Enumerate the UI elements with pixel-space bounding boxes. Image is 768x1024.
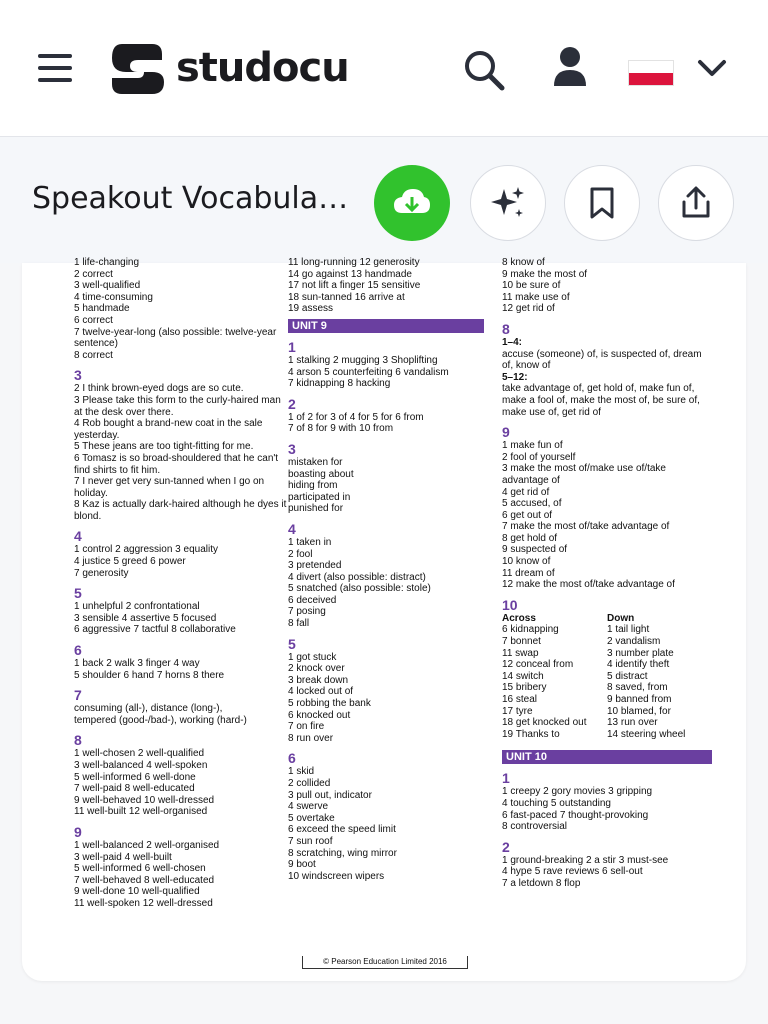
answer-line: 9 make the most of — [502, 268, 588, 280]
across-label: Across — [502, 612, 536, 624]
section-number: 8 — [74, 732, 82, 749]
list-u2 — [502, 855, 712, 890]
answer-line: 10 know of — [502, 556, 551, 568]
share-icon — [680, 186, 712, 220]
flag-icon[interactable] — [628, 60, 674, 86]
answer-line: 9 banned from — [607, 694, 672, 705]
answer-line: 1 well-chosen 2 well-qualified — [74, 748, 205, 760]
list-down — [607, 624, 712, 740]
section-number: 10 — [502, 596, 518, 613]
answer-line: 3 make the most of/make use of/take advantage of — [502, 463, 666, 486]
download-button[interactable] — [374, 165, 450, 241]
answer-line: 5 well-informed 6 well-done — [74, 771, 196, 783]
answer-line: 7 generosity — [74, 567, 129, 579]
answer-line: 2 collided — [288, 778, 331, 789]
ai-button[interactable] — [470, 165, 546, 241]
list-s9 — [502, 440, 712, 591]
answer-line: 19 Thanks to — [502, 728, 560, 740]
answer-line: 8 saved, from — [607, 682, 668, 694]
answer-line: 7 bonnet — [502, 636, 541, 648]
list-s8 — [74, 748, 288, 818]
list-s3 — [74, 383, 288, 522]
search-icon[interactable] — [462, 48, 506, 92]
answer-line: 5 well-informed 6 well-chosen — [74, 863, 206, 875]
range-label: 5–12: — [502, 371, 528, 383]
answer-line: 6 kidnapping — [502, 624, 559, 636]
answer-line: 4 get rid of — [502, 486, 550, 498]
answer-line: 9 suspected of — [502, 544, 568, 556]
answer-line: 13 run over — [607, 717, 658, 729]
answer-line: 2 correct — [74, 268, 113, 280]
answer-line: 4 locked out of — [288, 686, 354, 698]
answer-line: 4 swerve — [288, 801, 329, 813]
answer-line: 19 assess — [288, 303, 334, 315]
answer-line: tempered (good-/bad-), working (hard-) — [74, 714, 247, 726]
answer-line: 1 control 2 aggression 3 equality — [74, 544, 218, 556]
answer-line: 6 fast-paced 7 thought-provoking — [502, 809, 649, 821]
answer-line: 7 a letdown 8 flop — [502, 877, 581, 889]
answer-line: 10 windscreen wipers — [288, 870, 385, 882]
section-number: 1 — [288, 338, 296, 355]
answer-line: 3 pretended — [288, 560, 342, 572]
answer-line: 2 I think brown-eyed dogs are so cute. — [74, 383, 244, 395]
section-number: 2 — [502, 838, 510, 855]
answer-line: 4 divert (also possible: distract) — [288, 571, 426, 583]
list-s3 — [288, 457, 484, 515]
answer-line: 1 taken in — [288, 536, 332, 548]
answer-line: 1 stalking 2 mugging 3 Shoplifting — [288, 354, 438, 366]
list-s7 — [74, 703, 288, 726]
answer-line: 1 back 2 walk 3 finger 4 way — [74, 658, 200, 670]
section-number: 9 — [502, 424, 510, 441]
answer-line: 2 fool of yourself — [502, 451, 576, 463]
answer-line: 2 fool — [288, 548, 313, 560]
unit-heading: UNIT 9 — [288, 319, 484, 333]
answer-line: 3 well-paid 4 well-built — [74, 851, 172, 863]
range-text: take advantage of, get hold of, make fun of, make a fool of, make the most of, be sure of, make use of, get rid of — [502, 383, 700, 418]
answer-line: 6 correct — [74, 314, 113, 326]
down-label: Down — [607, 612, 635, 624]
answer-line: 1 life-changing — [74, 257, 140, 268]
answer-line: 18 get knocked out — [502, 717, 587, 729]
studocu-logo-mark — [108, 40, 168, 96]
answer-line: 6 Tomasz is so broad-shouldered that he can't find shirts to fit him. — [74, 452, 279, 476]
answer-line: 9 well-behaved 10 well-dressed — [74, 794, 215, 806]
section-number: 2 — [288, 395, 296, 412]
list-s9 — [74, 840, 288, 910]
answer-line: 16 steal — [502, 694, 538, 705]
answer-line: 1 creepy 2 gory movies 3 gripping — [502, 786, 653, 798]
sparkle-icon — [490, 185, 526, 221]
answer-line: 3 well-balanced 4 well-spoken — [74, 760, 208, 771]
list-s5 — [288, 652, 484, 745]
answer-line: 7 twelve-year-long (also possible: twelve-year sentence) — [74, 326, 277, 350]
document-title: Speakout Vocabula… — [32, 181, 349, 216]
answer-line: 1 skid — [288, 766, 315, 778]
answer-line: 6 get out of — [502, 509, 553, 521]
answer-line: 1 of 2 for 3 of 4 for 5 for 6 from — [288, 411, 424, 423]
answer-line: 5 robbing the bank — [288, 698, 371, 710]
answer-line: 8 controversial — [502, 821, 568, 833]
answer-line: 7 sun roof — [288, 835, 333, 847]
answer-line: 4 hype 5 rave reviews 6 sell-out — [502, 866, 643, 878]
brand-name: studocu — [176, 45, 349, 91]
answer-column-3 — [502, 257, 712, 890]
answer-line: mistaken for — [288, 456, 343, 468]
answer-line: 6 exceed the speed limit — [288, 824, 396, 836]
answer-line: 14 switch — [502, 670, 544, 682]
answer-line: 12 conceal from — [502, 659, 574, 671]
answer-line: 6 aggressive 7 tactful 8 collaborative — [74, 624, 236, 636]
answer-line: 4 Rob bought a brand-new coat in the sale yesterday. — [74, 418, 263, 441]
answer-line: 9 well-done 10 well-qualified — [74, 886, 200, 898]
bookmark-button[interactable] — [564, 165, 640, 241]
section-number: 4 — [288, 520, 296, 537]
answer-line: 15 bribery — [502, 682, 547, 694]
answer-line: 11 well-spoken 12 well-dressed — [74, 897, 213, 909]
answer-line: 4 time-consuming — [74, 291, 153, 303]
answer-line: 1 tail light — [607, 624, 650, 636]
answer-line: boasting about — [288, 468, 354, 480]
answer-line: 7 on fire — [288, 721, 325, 733]
answer-line: 2 vandalism — [607, 636, 661, 648]
answer-line: 7 posing — [288, 606, 326, 618]
answer-line: 5 shoulder 6 hand 7 horns 8 there — [74, 669, 225, 681]
bookmark-icon — [589, 187, 615, 219]
answer-line: 11 dream of — [502, 567, 555, 579]
list-s4 — [74, 544, 288, 579]
answer-line: 4 arson 5 counterfeiting 6 vandalism — [288, 366, 449, 378]
answer-line: 18 sun-tanned 16 arrive at — [288, 291, 405, 303]
answer-line: 14 steering wheel — [607, 728, 686, 740]
answer-line: participated in — [288, 491, 351, 503]
answer-line: 8 correct — [74, 349, 113, 361]
share-button[interactable] — [658, 165, 734, 241]
answer-line: consuming (all-), distance (long-), — [74, 703, 223, 715]
document-page — [22, 257, 746, 981]
crossword-answers — [502, 613, 712, 741]
answer-line: punished for — [288, 503, 344, 515]
answer-line: 4 justice 5 greed 6 power — [74, 556, 186, 568]
document-title-bar — [0, 137, 768, 263]
answer-line: 3 Please take this form to the curly-haired man at the desk over there. — [74, 394, 281, 418]
list-top — [502, 257, 712, 315]
section-number: 8 — [502, 320, 510, 337]
answer-line: 5 distract — [607, 670, 648, 682]
user-icon[interactable] — [552, 46, 588, 88]
list-s6 — [74, 658, 288, 681]
answer-column-1 — [74, 257, 288, 910]
answer-line: 5 handmade — [74, 303, 130, 315]
range-text: accuse (someone) of, is suspected of, dream of, know of — [502, 348, 702, 372]
section-number: 7 — [74, 687, 82, 704]
answer-line: 12 get rid of — [502, 303, 555, 315]
list-top — [288, 257, 484, 315]
section-number: 6 — [74, 642, 82, 659]
section-number: 9 — [74, 823, 82, 840]
answer-line: 1 make fun of — [502, 440, 563, 452]
answer-line: 9 boot — [288, 859, 316, 871]
answer-line: 3 sensible 4 assertive 5 focused — [74, 612, 217, 624]
answer-column-2 — [288, 257, 484, 882]
top-bar — [0, 0, 768, 137]
range-label: 1–4: — [502, 336, 523, 348]
answer-line: 4 identify theft — [607, 659, 670, 671]
answer-line: 4 touching 5 outstanding — [502, 797, 611, 809]
answer-line: 3 break down — [288, 674, 349, 686]
answer-line: 2 knock over — [288, 663, 345, 675]
answer-line: 7 of 8 for 9 with 10 from — [288, 423, 394, 435]
list-s5 — [74, 601, 288, 636]
chevron-down-icon[interactable] — [696, 56, 728, 80]
answer-line: 11 well-built 12 well-organised — [74, 806, 208, 818]
section-number: 6 — [288, 750, 296, 767]
list-across — [502, 624, 607, 740]
list-s4 — [288, 537, 484, 630]
answer-line: 3 number plate — [607, 647, 674, 659]
list-top — [74, 257, 288, 361]
answer-line: 1 ground-breaking 2 a stir 3 must-see — [502, 854, 669, 866]
answer-line: hiding from — [288, 480, 338, 492]
answer-line: 12 make the most of/take advantage of — [502, 579, 675, 591]
answer-line: 1 well-balanced 2 well-organised — [74, 839, 220, 851]
section-number: 3 — [288, 440, 296, 457]
answer-line: 7 make the most of/take advantage of — [502, 521, 670, 533]
answer-line: 10 blamed, for — [607, 705, 671, 717]
section-number: 3 — [74, 367, 82, 384]
answer-line: 3 well-qualified — [74, 280, 141, 292]
section-number: 1 — [502, 770, 510, 787]
answer-line: 6 deceived — [288, 594, 337, 606]
answer-line: 17 tyre — [502, 705, 533, 717]
section-number: 5 — [74, 585, 82, 602]
section-number: 5 — [288, 635, 296, 652]
answer-line: 7 I never get very sun-tanned when I go on holiday. — [74, 476, 265, 499]
menu-icon[interactable] — [38, 54, 72, 82]
answer-line: 3 pull out, indicator — [288, 789, 372, 801]
answer-line: 6 knocked out — [288, 709, 351, 721]
answer-line: 8 Kaz is actually dark-haired although he dyes it blond. — [74, 499, 287, 522]
answer-line: 14 go against 13 handmade — [288, 268, 412, 280]
list-s2 — [288, 412, 484, 435]
answer-line: 10 be sure of — [502, 280, 561, 292]
answer-line: 5 snatched (also possible: stole) — [288, 583, 431, 595]
unit-heading: UNIT 10 — [502, 750, 712, 764]
answer-line: 1 unhelpful 2 confrontational — [74, 601, 200, 613]
answer-line: 8 run over — [288, 732, 334, 744]
answer-line: 1 got stuck — [288, 651, 337, 663]
answer-line: 7 well-behaved 8 well-educated — [74, 874, 215, 886]
studocu-logo[interactable] — [108, 38, 349, 98]
answer-line: 7 kidnapping 8 hacking — [288, 378, 391, 390]
answer-line: 17 not lift a finger 15 sensitive — [288, 280, 421, 292]
answer-line: 8 scratching, wing mirror — [288, 847, 397, 859]
answer-line: 5 accused, of — [502, 498, 562, 510]
section-number: 4 — [74, 528, 82, 545]
answer-line: 8 get hold of — [502, 532, 558, 544]
answer-line: 8 fall — [288, 618, 310, 630]
list-s1 — [288, 355, 484, 390]
answer-line: 11 long-running 12 generosity — [288, 257, 420, 268]
list-s6 — [288, 766, 484, 882]
answer-line: 11 swap — [502, 647, 539, 659]
cloud-download-icon — [392, 187, 432, 219]
answer-line: 5 overtake — [288, 812, 335, 824]
copyright-notice: © Pearson Education Limited 2016 — [302, 956, 468, 969]
answer-line: 8 know of — [502, 257, 545, 268]
list-u1 — [502, 786, 712, 832]
answer-line: 7 well-paid 8 well-educated — [74, 783, 195, 795]
answer-line: 5 These jeans are too tight-fitting for me. — [74, 441, 254, 453]
answer-line: 11 make use of — [502, 291, 570, 303]
